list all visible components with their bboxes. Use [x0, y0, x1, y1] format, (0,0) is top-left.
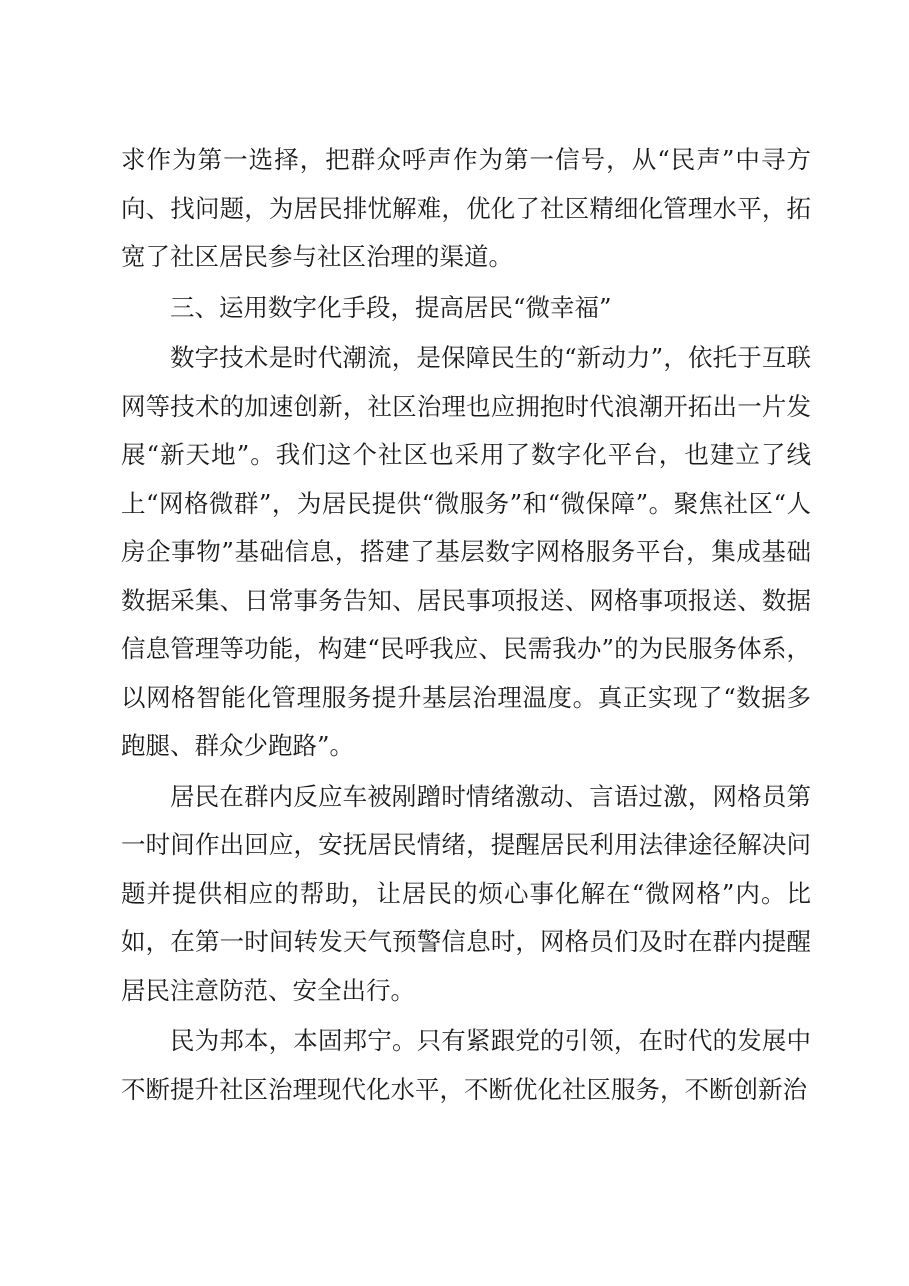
paragraph-digital-technology: 数字技术是时代潮流，是保障民生的“新动力”，依托于互联网等技术的加速创新，社区治理也应拥抱时代浪潮开拓出一片发展“新天地”。我们这个社区也采用了数字化平台，也建立了线上“网格微群”，为居民提供“微服务”和“微保障”。聚焦社区“人房企事物”基础信息，搭建了基层数字网格服务平台，集成基础数据采集、日常事务告知、居民事项报送、网格事项报送、数据信息管理等功能，构建“民呼我应、民需我办”的为民服务体系，以网格智能化管理服务提升基层治理温度。真正实现了“数据多跑腿、群众少跑路”。: [121, 343, 811, 760]
paragraph-conclusion: 民为邦本，本固邦宁。只有紧跟党的引领，在时代的发展中不断提升社区治理现代化水平，不断优化社区服务，不断创新治: [121, 1026, 811, 1104]
paragraph-continuation: 求作为第一选择，把群众呼声作为第一信号，从“民声”中寻方向、找问题，为居民排忧解难，优化了社区精细化管理水平，拓宽了社区居民参与社区治理的渠道。: [121, 145, 811, 271]
document-body: [121, 136, 811, 1114]
section-heading: 三、运用数字化手段，提高居民“微幸福”: [170, 292, 612, 322]
paragraph-resident-example: 居民在群内反应车被剐蹭时情绪激动、言语过激，网格员第一时间作出回应，安抚居民情绪，提醒居民利用法律途径解决问题并提供相应的帮助，让居民的烦心事化解在“微网格”内。比如，在第一时间转发天气预警信息时，网格员们及时在群内提醒居民注意防范、安全出行。: [121, 781, 811, 1005]
